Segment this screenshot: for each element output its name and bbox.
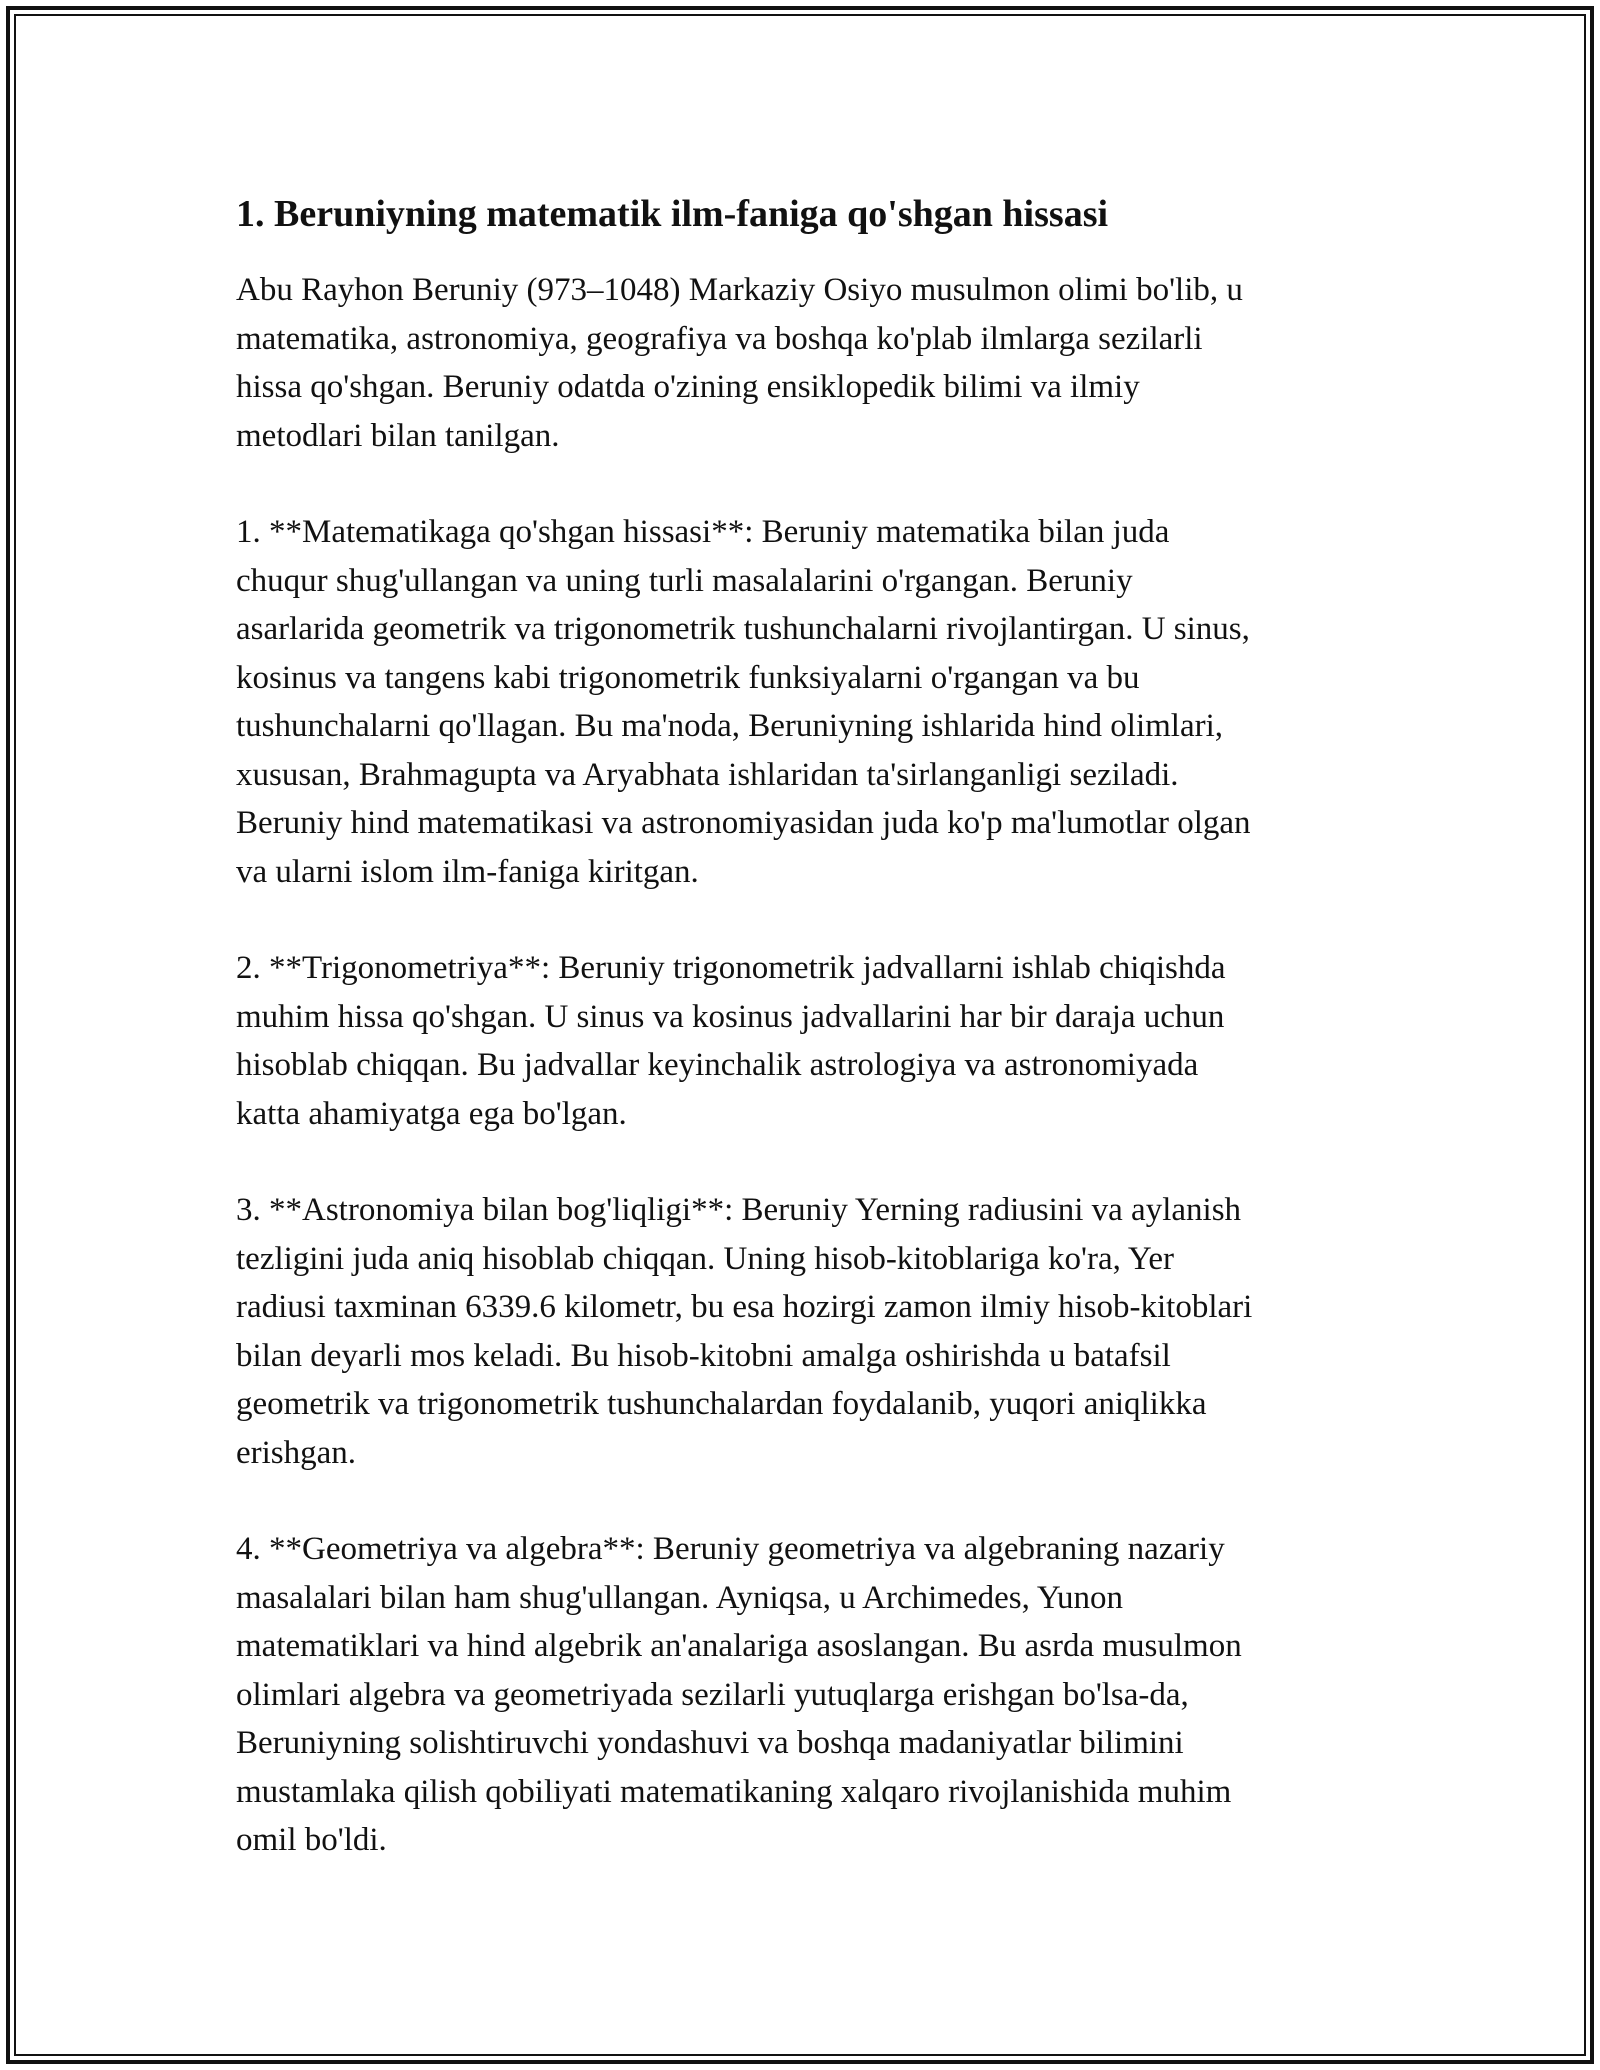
paragraph-trigonometry: 2. **Trigonometriya**: Beruniy trigonometrik jadvallarni ishlab chiqishda muhim hissa qo'shgan. U sinus va kosinus jadvallarini har bir daraja uchun hisoblab chiqqan. Bu jadvallar keyinchalik astrologiya va astronomiyada katta ahamiyatga ega bo'lgan. <box>236 950 1226 1132</box>
document-title: 1. Beruniyning matematik ilm-faniga qo'shgan hissasi <box>236 193 1109 235</box>
paragraph-astronomy: 3. **Astronomiya bilan bog'liqligi**: Beruniy Yerning radiusini va aylanish tezligini juda aniq hisoblab chiqqan. Uning hisob-kitoblariga ko'ra, Yer radiusi taxminan 6339.6 kilometr, bu esa hozirgi zamon ilmiy hisob-kitoblari bilan deyarli mos keladi. Bu hisob-kitobni amalga oshirishda u batafsil geometrik va trigonometrik tushunchalardan foydalanib, yuqori aniqlikka erishgan. <box>236 1192 1253 1471</box>
paragraph-geometry-algebra: 4. **Geometriya va algebra**: Beruniy geometriya va algebraning nazariy masalalari bilan ham shug'ullangan. Ayniqsa, u Archimedes, Yunon matematiklari va hind algebrik an'analariga asoslangan. Bu asrda musulmon olimlari algebra va geometriyada sezilarli yutuqlarga erishgan bo'lsa-da, Beruniyning solishtiruvchi yondashuvi va boshqa madaniyatlar bilimini mustamlaka qilish qobiliyati matematikaning xalqaro rivojlanishida muhim omil bo'ldi. <box>236 1531 1242 1858</box>
intro-paragraph: Abu Rayhon Beruniy (973–1048) Markaziy Osiyo musulmon olimi bo'lib, u matematika, astronomiya, geografiya va boshqa ko'plab ilmlarga sezilarli hissa qo'shgan. Beruniy odatda o'zining ensiklopedik bilimi va ilmiy metodlari bilan tanilgan. <box>236 272 1243 454</box>
document-body <box>236 188 1376 1913</box>
paragraph-mathematics-contribution: 1. **Matematikaga qo'shgan hissasi**: Beruniy matematika bilan juda chuqur shug'ullangan va uning turli masalalarini o'rgangan. Beruniy asarlarida geometrik va trigonometrik tushunchalarni rivojlantirgan. U sinus, kosinus va tangens kabi trigonometrik funksiyalarni o'rgangan va bu tushunchalarni qo'llagan. Bu ma'noda, Beruniyning ishlarida hind olimlari, xususan, Brahmagupta va Aryabhata ishlaridan ta'sirlanganligi seziladi. Beruniy hind matematikasi va astronomiyasidan juda ko'p ma'lumotlar olgan va ularni islom ilm-faniga kiritgan. <box>236 514 1251 890</box>
